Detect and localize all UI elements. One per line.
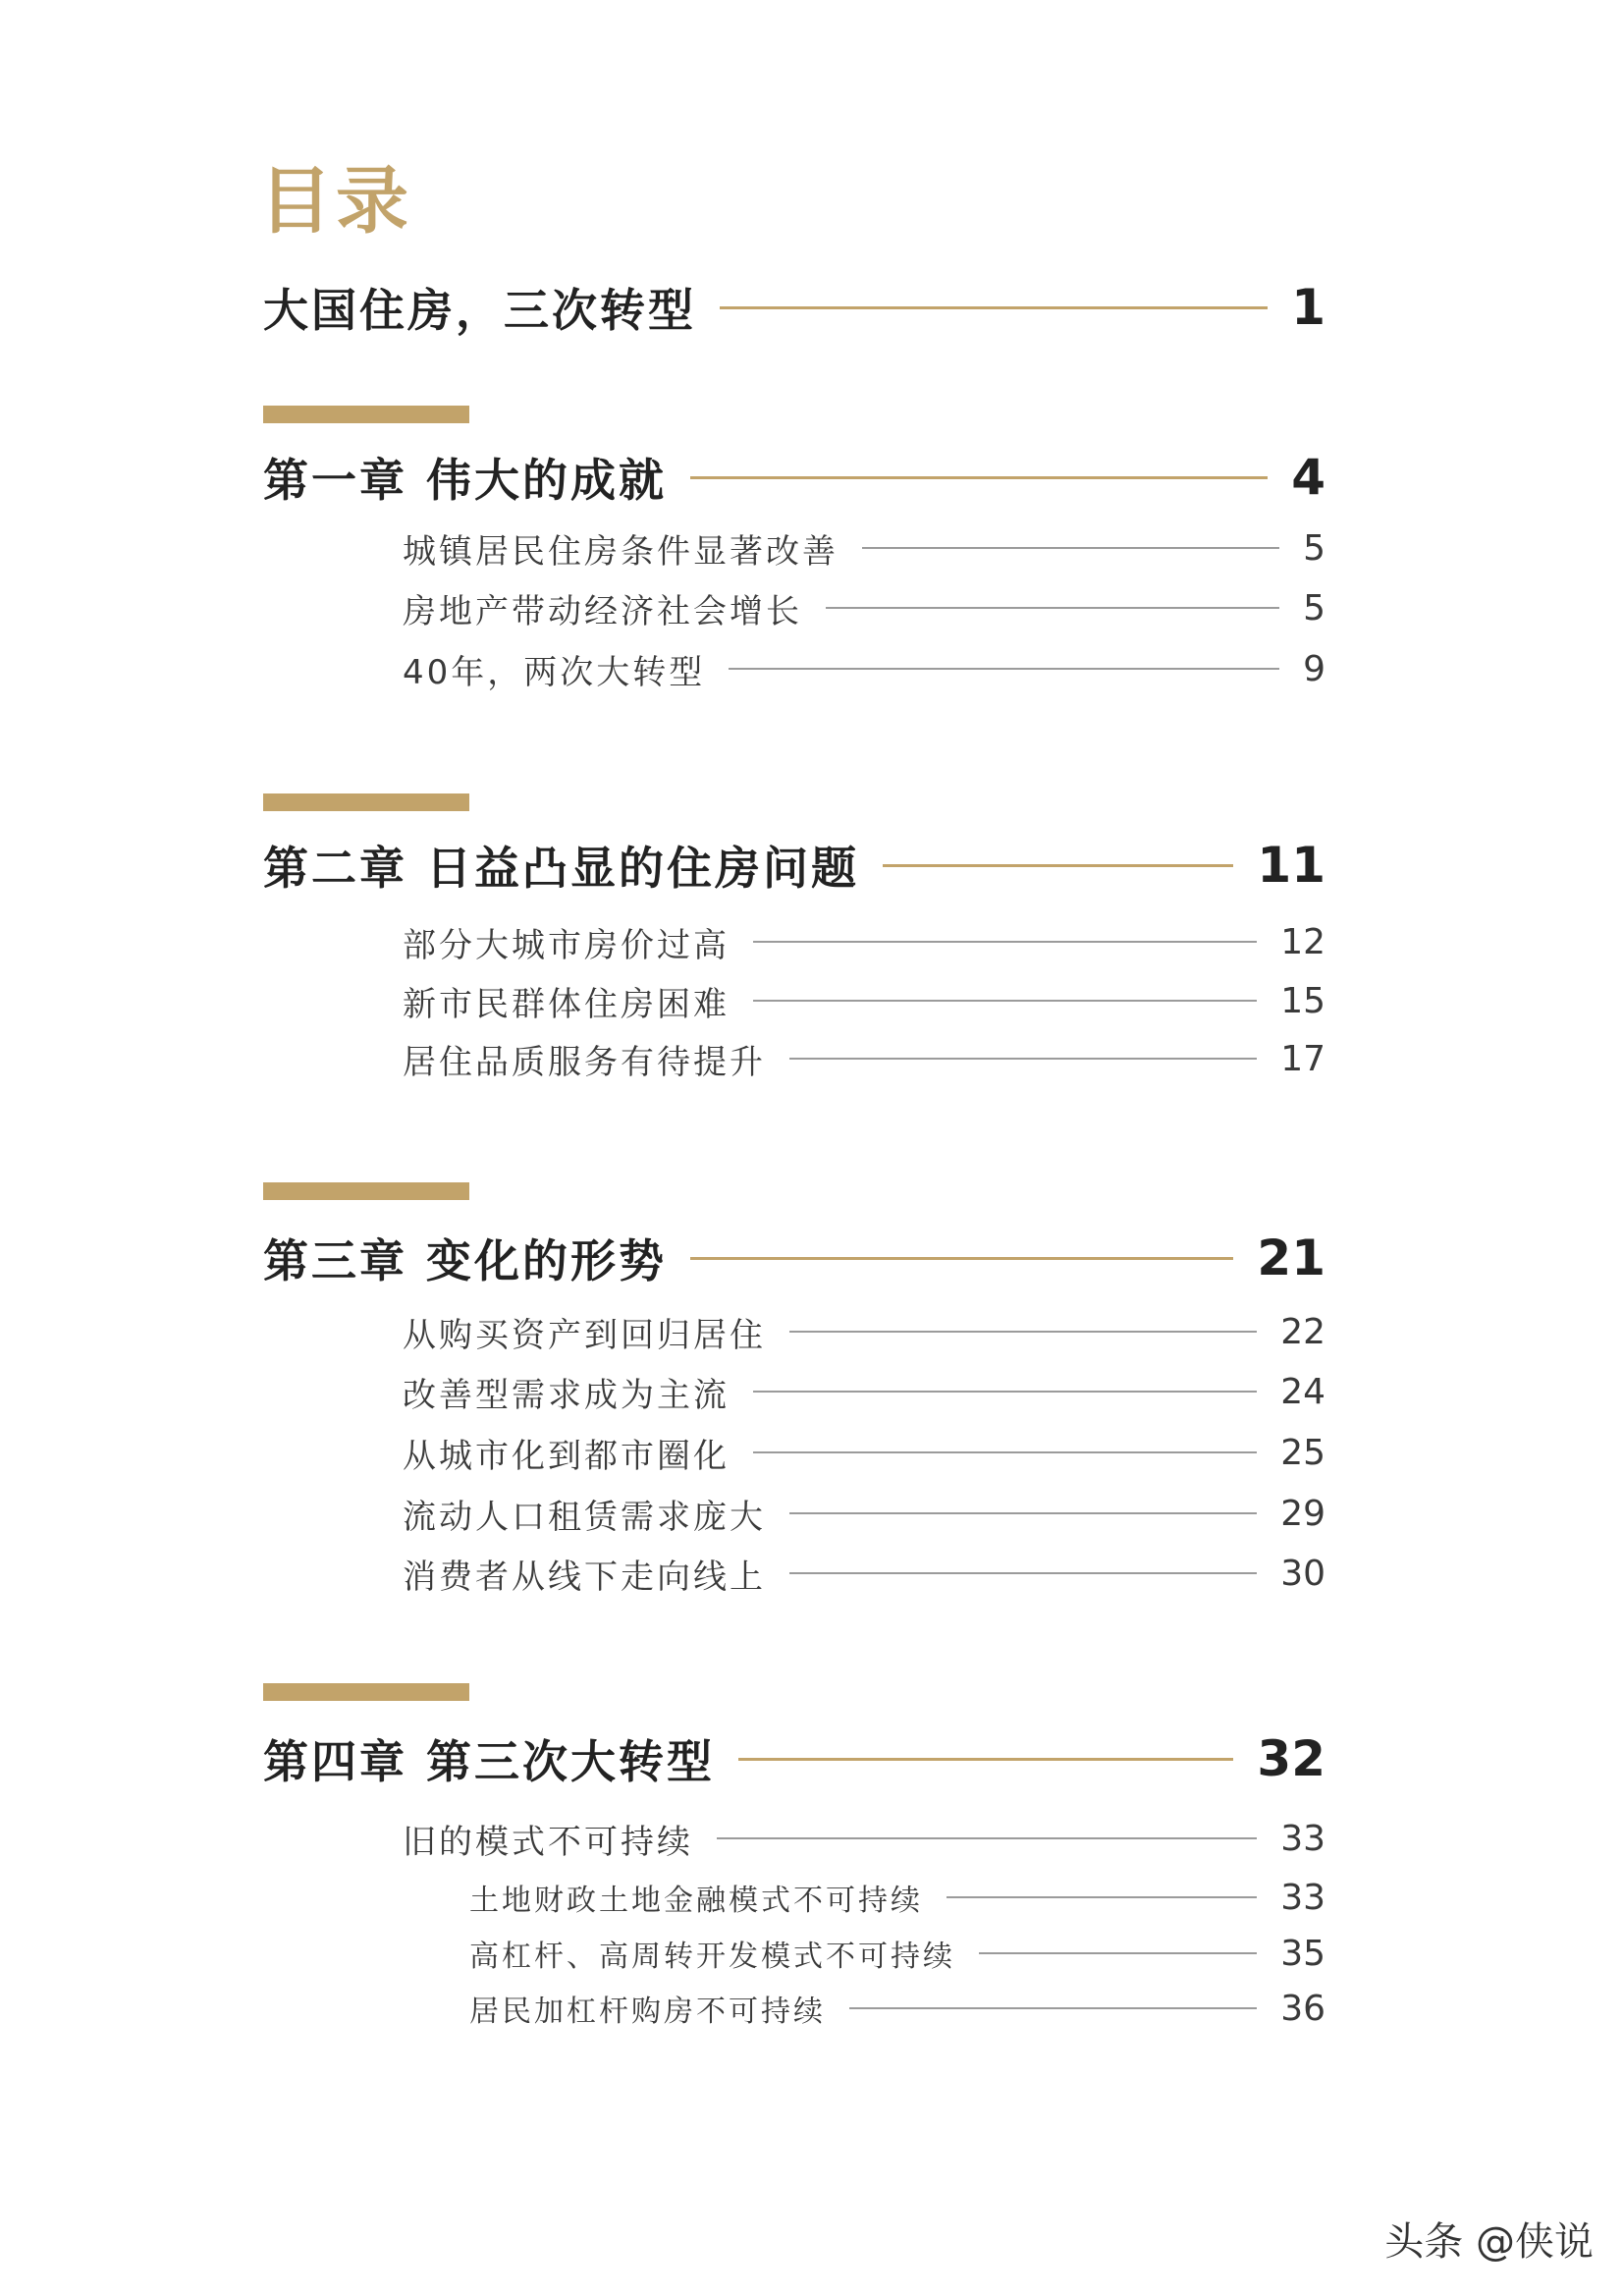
leader-line	[947, 1896, 1257, 1898]
leader-line	[753, 1451, 1257, 1453]
section-label: 从城市化到都市圈化	[403, 1436, 730, 1476]
section-label: 新市民群体住房困难	[403, 984, 730, 1024]
chapter-divider-bar	[263, 1683, 469, 1701]
subsection-label: 高杠杆、高周转开发模式不可持续	[469, 1940, 955, 1974]
toc-section[interactable]	[403, 1425, 1325, 1480]
chapter-title: 第一章 伟大的成就	[263, 454, 668, 507]
section-page: 29	[1280, 1493, 1325, 1534]
leader-line	[753, 941, 1257, 943]
toc-chapter-3[interactable]	[263, 1224, 1325, 1292]
toc-chapter-1[interactable]	[263, 443, 1325, 512]
chapter-divider-bar	[263, 406, 469, 423]
watermark: 头条 @侠说	[1384, 2219, 1594, 2265]
page-title: 目录	[259, 159, 412, 244]
section-label: 房地产带动经济社会增长	[403, 591, 802, 631]
subsection-page: 36	[1280, 1988, 1325, 2029]
subsection-page: 33	[1280, 1877, 1325, 1918]
section-label: 居住品质服务有待提升	[403, 1042, 766, 1082]
leader-line	[720, 306, 1268, 309]
chapter-page: 4	[1291, 449, 1325, 506]
leader-line	[738, 1758, 1233, 1761]
section-label: 从购买资产到回归居住	[403, 1315, 766, 1355]
chapter-page: 32	[1257, 1730, 1325, 1787]
chapter-divider-bar	[263, 1182, 469, 1200]
toc-section[interactable]	[403, 973, 1325, 1028]
section-label: 改善型需求成为主流	[403, 1375, 730, 1415]
section-page: 30	[1280, 1553, 1325, 1594]
leader-line	[690, 1257, 1233, 1260]
section-label: 部分大城市房价过高	[403, 925, 730, 965]
section-page: 25	[1280, 1432, 1325, 1473]
leader-line	[717, 1837, 1257, 1839]
leader-line	[729, 668, 1279, 670]
toc-subsection[interactable]	[469, 1873, 1325, 1922]
chapter-page: 11	[1257, 837, 1325, 894]
toc-section[interactable]	[403, 1364, 1325, 1419]
section-label: 旧的模式不可持续	[403, 1822, 693, 1862]
section-label: 消费者从线下走向线上	[403, 1557, 766, 1597]
toc-section[interactable]	[403, 520, 1325, 575]
leader-line	[753, 1391, 1257, 1393]
toc-subsection[interactable]	[469, 1929, 1325, 1978]
leader-line	[849, 2007, 1257, 2009]
leader-line	[789, 1512, 1257, 1514]
toc-chapter-2[interactable]	[263, 831, 1325, 900]
chapter-page: 21	[1257, 1230, 1325, 1286]
section-page: 5	[1303, 587, 1325, 629]
subsection-label: 居民加杠杆购房不可持续	[469, 1995, 826, 2029]
toc-section[interactable]	[403, 1031, 1325, 1086]
section-label: 城镇居民住房条件显著改善	[403, 531, 839, 572]
toc-intro-label: 大国住房，三次转型	[263, 284, 696, 337]
toc-section[interactable]	[403, 1304, 1325, 1359]
section-label: 流动人口租赁需求庞大	[403, 1497, 766, 1537]
leader-line	[826, 607, 1279, 609]
section-page: 15	[1280, 980, 1325, 1021]
leader-line	[883, 864, 1233, 867]
leader-line	[753, 1000, 1257, 1002]
section-page: 5	[1303, 527, 1325, 569]
section-page: 22	[1280, 1311, 1325, 1352]
section-page: 9	[1303, 648, 1325, 689]
toc-intro-page: 1	[1291, 279, 1325, 336]
subsection-page: 35	[1280, 1933, 1325, 1974]
leader-line	[789, 1058, 1257, 1060]
leader-line	[789, 1331, 1257, 1333]
section-page: 17	[1280, 1038, 1325, 1079]
section-page: 33	[1280, 1818, 1325, 1859]
chapter-divider-bar	[263, 793, 469, 811]
chapter-title: 第二章 日益凸显的住房问题	[263, 842, 860, 895]
toc-intro[interactable]	[263, 273, 1325, 342]
subsection-label: 土地财政土地金融模式不可持续	[469, 1884, 923, 1918]
chapter-title: 第三章 变化的形势	[263, 1234, 668, 1287]
leader-line	[690, 476, 1268, 479]
leader-line	[789, 1572, 1257, 1574]
section-label: 40年，两次大转型	[403, 652, 706, 692]
toc-section[interactable]	[403, 914, 1325, 969]
toc-section[interactable]	[403, 580, 1325, 635]
leader-line	[862, 547, 1279, 549]
toc-section[interactable]	[403, 641, 1325, 696]
leader-line	[979, 1952, 1257, 1954]
section-page: 24	[1280, 1371, 1325, 1412]
chapter-title: 第四章 第三次大转型	[263, 1735, 716, 1788]
section-page: 12	[1280, 921, 1325, 962]
toc-section[interactable]	[403, 1546, 1325, 1601]
toc-section[interactable]	[403, 1811, 1325, 1866]
toc-section[interactable]	[403, 1486, 1325, 1541]
toc-chapter-4[interactable]	[263, 1724, 1325, 1793]
toc-subsection[interactable]	[469, 1984, 1325, 2033]
